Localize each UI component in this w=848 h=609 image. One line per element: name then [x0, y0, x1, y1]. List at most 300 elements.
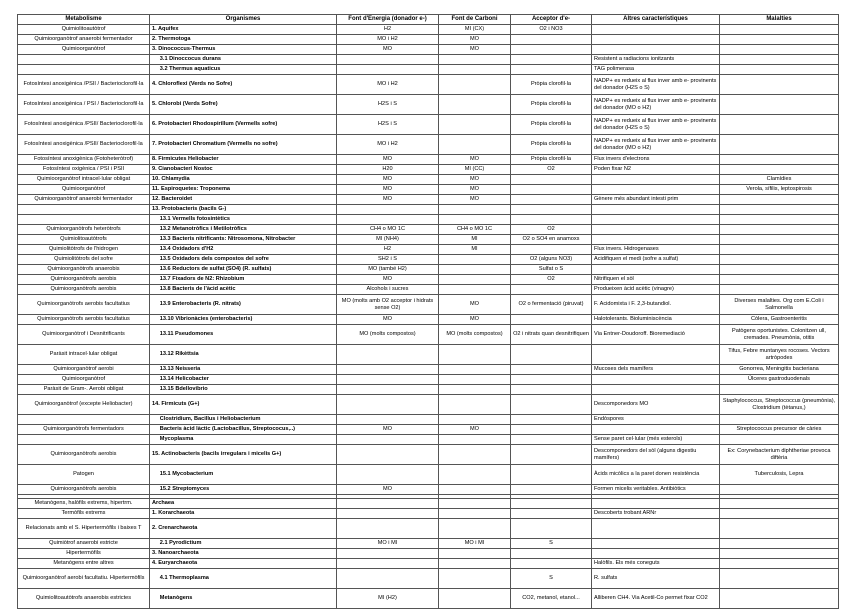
- malalties-cell: [720, 25, 839, 35]
- metabolisme-cell: Quimioorganòtrof aerobi facultatiu. Hipertermòfils: [18, 569, 150, 589]
- altres-cell: [592, 25, 720, 35]
- font-energia-cell: [337, 569, 439, 589]
- organisme-cell: 13.6 Reductors de sulfat (SO4) (R. sulfats): [150, 265, 337, 275]
- acceptor-cell: [511, 559, 592, 569]
- metabolisme-cell: Quimioorganòtrofs aerobis facultatius: [18, 295, 150, 315]
- organisme-cell: 15.1 Mycobacterium: [150, 465, 337, 485]
- organisme-cell: 13.3 Bacteris nitrificants: Nitrosomona, Nitrobacter: [150, 235, 337, 245]
- font-carboni-cell: MO: [439, 175, 511, 185]
- font-carboni-cell: [439, 499, 511, 509]
- font-carboni-cell: MO: [439, 45, 511, 55]
- organisme-cell: 10. Chlamydia: [150, 175, 337, 185]
- malalties-cell: [720, 55, 839, 65]
- font-carboni-cell: [439, 275, 511, 285]
- font-energia-cell: MO: [337, 45, 439, 55]
- malalties-cell: [720, 95, 839, 115]
- table-row: [18, 425, 839, 435]
- organisme-cell: Mycoplasma: [150, 435, 337, 445]
- font-energia-cell: MO: [337, 275, 439, 285]
- font-energia-cell: H2: [337, 245, 439, 255]
- table-row: [18, 295, 839, 315]
- font-energia-cell: [337, 519, 439, 539]
- altres-cell: Halòfils. Els més coneguts: [592, 559, 720, 569]
- organisme-cell: 13.9 Enterobacteris (R. nitrats): [150, 295, 337, 315]
- font-energia-cell: [337, 445, 439, 465]
- altres-cell: Acidifiquen el medi (sofre a sulfat): [592, 255, 720, 265]
- organisme-cell: 11. Espiroquetes: Troponema: [150, 185, 337, 195]
- altres-cell: Via Entner-Doudoroff. Bioremediació: [592, 325, 720, 345]
- altres-cell: NADP+ es redueix al flux inver amb e- provinents del donador (MO o H2): [592, 135, 720, 155]
- altres-cell: [592, 175, 720, 185]
- acceptor-cell: [511, 445, 592, 465]
- font-carboni-cell: [439, 205, 511, 215]
- altres-cell: [592, 45, 720, 55]
- acceptor-cell: [511, 365, 592, 375]
- font-energia-cell: H2S i S: [337, 115, 439, 135]
- organisme-cell: 4. Euryarchaeota: [150, 559, 337, 569]
- acceptor-cell: Pròpia clorofil·la: [511, 95, 592, 115]
- table-row: [18, 559, 839, 569]
- table-row: [18, 345, 839, 365]
- metabolisme-cell: Patogen: [18, 465, 150, 485]
- acceptor-cell: [511, 245, 592, 255]
- malalties-cell: [720, 265, 839, 275]
- altres-cell: [592, 519, 720, 539]
- altres-cell: [592, 385, 720, 395]
- table-row: [18, 465, 839, 485]
- acceptor-cell: S: [511, 569, 592, 589]
- malalties-cell: [720, 155, 839, 165]
- table-row: [18, 549, 839, 559]
- altres-cell: Gènere més abundant intesti prim: [592, 195, 720, 205]
- malalties-cell: [720, 245, 839, 255]
- font-energia-cell: [337, 205, 439, 215]
- acceptor-cell: Pròpia clorofil·la: [511, 115, 592, 135]
- acceptor-cell: [511, 415, 592, 425]
- font-carboni-cell: [439, 255, 511, 265]
- font-energia-cell: MO: [337, 175, 439, 185]
- altres-cell: [592, 345, 720, 365]
- font-energia-cell: [337, 559, 439, 569]
- malalties-cell: [720, 509, 839, 519]
- acceptor-cell: O2: [511, 275, 592, 285]
- font-carboni-cell: MO: [439, 35, 511, 45]
- font-energia-cell: MI (NH4): [337, 235, 439, 245]
- malalties-cell: [720, 205, 839, 215]
- metabolisme-cell: Quimioorganòtrofs aerobis: [18, 275, 150, 285]
- table-row: [18, 375, 839, 385]
- organisme-cell: 2. Thermotoga: [150, 35, 337, 45]
- table-row: [18, 499, 839, 509]
- organisme-cell: 12. Bacteroidet: [150, 195, 337, 205]
- metabolisme-cell: Quimioorganòtrofs aerobis facultatius: [18, 315, 150, 325]
- acceptor-cell: [511, 185, 592, 195]
- font-carboni-cell: MO (molts compostos): [439, 325, 511, 345]
- acceptor-cell: Sulfat o S: [511, 265, 592, 275]
- altres-cell: Endòspores: [592, 415, 720, 425]
- font-carboni-cell: [439, 375, 511, 385]
- malalties-cell: Staphylococcus, Streptococcus (pneumònia), Clostridium (tètanus,): [720, 395, 839, 415]
- font-carboni-cell: MI: [439, 245, 511, 255]
- malalties-cell: [720, 569, 839, 589]
- acceptor-cell: O2: [511, 165, 592, 175]
- acceptor-cell: Pròpia clorofil·la: [511, 135, 592, 155]
- font-carboni-cell: MO: [439, 155, 511, 165]
- metabolisme-cell: Paràsit intracel·lular obligat: [18, 345, 150, 365]
- malalties-cell: [720, 255, 839, 265]
- acceptor-cell: [511, 285, 592, 295]
- table-row: [18, 255, 839, 265]
- organisme-cell: 13.10 Vibrionàcies (enterobacteris): [150, 315, 337, 325]
- organisme-cell: 14. Firmicuts (G+): [150, 395, 337, 415]
- organisme-cell: 13.14 Helicobacter: [150, 375, 337, 385]
- malalties-cell: [720, 65, 839, 75]
- table-row: [18, 75, 839, 95]
- table-row: [18, 95, 839, 115]
- organisme-cell: 13.12 Rikèttsia: [150, 345, 337, 365]
- metabolisme-cell: Quimioorganòtrofs aerobis: [18, 485, 150, 495]
- header-metabolisme: Metabolisme: [18, 15, 150, 25]
- altres-cell: R. sulfats: [592, 569, 720, 589]
- font-energia-cell: MO i MI: [337, 539, 439, 549]
- table-body: [18, 25, 839, 609]
- metabolisme-cell: Quimioorganòtrof: [18, 375, 150, 385]
- font-carboni-cell: MO i MI: [439, 539, 511, 549]
- metabolisme-cell: [18, 215, 150, 225]
- table-row: [18, 509, 839, 519]
- font-energia-cell: MO: [337, 155, 439, 165]
- font-energia-cell: H2: [337, 25, 439, 35]
- altres-cell: NADP+ es redueix al flux inver amb e- provinents del donador (H2S o S): [592, 115, 720, 135]
- font-energia-cell: [337, 415, 439, 425]
- table-row: [18, 485, 839, 495]
- font-energia-cell: [337, 215, 439, 225]
- metabolisme-cell: Quimiòtrof anaerobi estricte: [18, 539, 150, 549]
- metabolisme-cell: Hipertermòfils: [18, 549, 150, 559]
- table-row: [18, 215, 839, 225]
- malalties-cell: [720, 485, 839, 495]
- altres-cell: Formen micelis veritables. Antibiòtics: [592, 485, 720, 495]
- table-row: [18, 165, 839, 175]
- organisme-cell: 5. Chlorobi (Verds Sofre): [150, 95, 337, 115]
- organisme-cell: 13. Protobacteris (bacils G-): [150, 205, 337, 215]
- malalties-cell: [720, 539, 839, 549]
- acceptor-cell: [511, 519, 592, 539]
- acceptor-cell: [511, 215, 592, 225]
- acceptor-cell: O2 i nitrats quan desnitrifiquen: [511, 325, 592, 345]
- header-acceptor: Acceptor d'e-: [511, 15, 592, 25]
- font-carboni-cell: MI (CX): [439, 25, 511, 35]
- table-row: [18, 445, 839, 465]
- altres-cell: Sense paret cel·lular (més esterols): [592, 435, 720, 445]
- font-energia-cell: MO: [337, 195, 439, 205]
- font-carboni-cell: MO: [439, 185, 511, 195]
- altres-cell: [592, 499, 720, 509]
- font-carboni-cell: [439, 265, 511, 275]
- malalties-cell: [720, 559, 839, 569]
- font-carboni-cell: [439, 365, 511, 375]
- table-row: [18, 265, 839, 275]
- font-energia-cell: [337, 465, 439, 485]
- font-carboni-cell: [439, 465, 511, 485]
- malalties-cell: [720, 519, 839, 539]
- acceptor-cell: [511, 499, 592, 509]
- altres-cell: Flux invers. Hidrogenases: [592, 245, 720, 255]
- organisme-cell: Metanògens: [150, 589, 337, 609]
- font-carboni-cell: [439, 385, 511, 395]
- altres-cell: [592, 235, 720, 245]
- acceptor-cell: O2 (alguns NO3): [511, 255, 592, 265]
- table-row: [18, 235, 839, 245]
- altres-cell: [592, 375, 720, 385]
- table-row: [18, 325, 839, 345]
- header-altres: Altres característiques: [592, 15, 720, 25]
- metabolisme-cell: Fotosíntesi anoxigènica (Fotoheteròtrof): [18, 155, 150, 165]
- acceptor-cell: [511, 375, 592, 385]
- table-row: [18, 155, 839, 165]
- altres-cell: Flux invers d'electrons: [592, 155, 720, 165]
- font-carboni-cell: [439, 95, 511, 115]
- organisme-cell: 13.7 Fixadors de N2: Rhizobium: [150, 275, 337, 285]
- acceptor-cell: [511, 385, 592, 395]
- font-energia-cell: MO i H2: [337, 35, 439, 45]
- metabolisme-cell: [18, 415, 150, 425]
- organisme-cell: 6. Protobacteri Rhodospirillum (Vermells sofre): [150, 115, 337, 135]
- acceptor-cell: [511, 35, 592, 45]
- table-header: [18, 15, 839, 25]
- metabolisme-cell: Fotosíntesi oxigènica / PSI i PSII: [18, 165, 150, 175]
- organisme-cell: 9. Cianobacteri Nostoc: [150, 165, 337, 175]
- organisme-cell: Clostridium, Bacillus i Heliobacterium: [150, 415, 337, 425]
- altres-cell: Nitrifiquen el sòl: [592, 275, 720, 285]
- font-carboni-cell: [439, 485, 511, 495]
- font-carboni-cell: [439, 569, 511, 589]
- font-energia-cell: [337, 435, 439, 445]
- malalties-cell: Úlceres gastroduodenals: [720, 375, 839, 385]
- table-row: [18, 195, 839, 205]
- metabolisme-cell: Quimioorganòtrof anaerobi fermentador: [18, 195, 150, 205]
- font-carboni-cell: MO: [439, 295, 511, 315]
- font-carboni-cell: MO: [439, 425, 511, 435]
- font-energia-cell: Alcohols i sucres: [337, 285, 439, 295]
- metabolisme-cell: Quimiolitoautòtrof: [18, 25, 150, 35]
- malalties-cell: [720, 165, 839, 175]
- altres-cell: [592, 35, 720, 45]
- altres-cell: [592, 205, 720, 215]
- organisme-cell: 13.4 Oxidadors d'H2: [150, 245, 337, 255]
- altres-cell: Poden fixar N2: [592, 165, 720, 175]
- malalties-cell: [720, 385, 839, 395]
- organisme-cell: 15.2 Streptomyces: [150, 485, 337, 495]
- table-row: [18, 35, 839, 45]
- metabolisme-cell: Metanògens entre altres: [18, 559, 150, 569]
- altres-cell: Halotolerants. Bioluminiscència: [592, 315, 720, 325]
- acceptor-cell: [511, 485, 592, 495]
- font-energia-cell: [337, 385, 439, 395]
- font-energia-cell: MO: [337, 425, 439, 435]
- font-energia-cell: [337, 345, 439, 365]
- malalties-cell: [720, 75, 839, 95]
- font-energia-cell: [337, 65, 439, 75]
- malalties-cell: [720, 499, 839, 509]
- malalties-cell: [720, 415, 839, 425]
- font-carboni-cell: [439, 445, 511, 465]
- metabolisme-cell: Fotosíntesi anoxigènica /PSII/ Bacterioclorofil·la: [18, 135, 150, 155]
- metabolisme-cell: Relacionats amb el S. Hipertermòfils i baixes T: [18, 519, 150, 539]
- font-carboni-cell: [439, 415, 511, 425]
- malalties-cell: [720, 225, 839, 235]
- font-carboni-cell: [439, 395, 511, 415]
- organisme-cell: 1. Korarchaeota: [150, 509, 337, 519]
- organisme-cell: Bacteris àcid làctic (Lactobacillus, Streptococus,..): [150, 425, 337, 435]
- altres-cell: Descoberts trobant ARNr: [592, 509, 720, 519]
- organisme-cell: 2. Crenarchaeota: [150, 519, 337, 539]
- altres-cell: Mucoses dels mamífers: [592, 365, 720, 375]
- malalties-cell: Verola, sífilis, leptospirosis: [720, 185, 839, 195]
- font-energia-cell: MO (molts compostos): [337, 325, 439, 345]
- organisme-cell: 3.2 Thermus aquaticus: [150, 65, 337, 75]
- metabolisme-cell: Quimioorganòtrofs heteròtrofs: [18, 225, 150, 235]
- font-energia-cell: MO i H2: [337, 135, 439, 155]
- table-row: [18, 135, 839, 155]
- table-row: [18, 285, 839, 295]
- acceptor-cell: [511, 425, 592, 435]
- font-carboni-cell: [439, 549, 511, 559]
- font-carboni-cell: MI: [439, 235, 511, 245]
- metabolisme-cell: Fotosíntesi anoxigènica / PSI / Bacterioclorofil·la: [18, 95, 150, 115]
- malalties-cell: Diverses malalties. Org com E.Coli i Salmonella: [720, 295, 839, 315]
- malalties-cell: [720, 435, 839, 445]
- metabolisme-cell: Paràsit de Gram-. Aerobi obligat: [18, 385, 150, 395]
- table-row: [18, 25, 839, 35]
- altres-cell: [592, 425, 720, 435]
- font-energia-cell: MI (H2): [337, 589, 439, 609]
- malalties-cell: [720, 285, 839, 295]
- malalties-cell: Ex: Corynebacterium diphtheriae provoca diftèria: [720, 445, 839, 465]
- acceptor-cell: [511, 175, 592, 185]
- font-energia-cell: CH4 o MO 1C: [337, 225, 439, 235]
- organisme-cell: 2.1 Pyrodictium: [150, 539, 337, 549]
- font-carboni-cell: [439, 215, 511, 225]
- altres-cell: [592, 185, 720, 195]
- organisme-cell: 13.15 Bdellovibrio: [150, 385, 337, 395]
- font-carboni-cell: [439, 509, 511, 519]
- acceptor-cell: S: [511, 539, 592, 549]
- acceptor-cell: O2: [511, 225, 592, 235]
- malalties-cell: [720, 195, 839, 205]
- font-energia-cell: [337, 509, 439, 519]
- altres-cell: [592, 215, 720, 225]
- organisme-cell: 7. Protobacteri Chromatium (Vermells no sofre): [150, 135, 337, 155]
- document-page: [17, 14, 839, 609]
- organisme-cell: 13.13 Neisseria: [150, 365, 337, 375]
- malalties-cell: [720, 275, 839, 285]
- organisme-cell: 1. Aquifex: [150, 25, 337, 35]
- malalties-cell: [720, 549, 839, 559]
- altres-cell: Resistent a radiacions ionitzants: [592, 55, 720, 65]
- font-carboni-cell: [439, 285, 511, 295]
- header-font-energia: Font d'Energia (donador e-): [337, 15, 439, 25]
- acceptor-cell: Pròpia clorofil·la: [511, 155, 592, 165]
- metabolisme-cell: [18, 65, 150, 75]
- metabolisme-cell: Quimioorganòtrof aerobi: [18, 365, 150, 375]
- organisme-cell: 13.11 Pseudomones: [150, 325, 337, 345]
- acceptor-cell: O2 i NO3: [511, 25, 592, 35]
- acceptor-cell: [511, 549, 592, 559]
- malalties-cell: [720, 115, 839, 135]
- metabolisme-cell: Fotosíntesi anoxigènica /PSII/ Bacterioclorofil·la: [18, 115, 150, 135]
- table-row: [18, 175, 839, 185]
- metabolisme-cell: Quimiolitòtrofs del sofre: [18, 255, 150, 265]
- font-energia-cell: MO: [337, 485, 439, 495]
- altres-cell: Alliberen CH4. Via Acetil-Co permet fixar CO2: [592, 589, 720, 609]
- font-carboni-cell: [439, 559, 511, 569]
- table-row: [18, 395, 839, 415]
- malalties-cell: Patògens oportunistes. Colonitzen ull, cremades. Pneumònia, otitis: [720, 325, 839, 345]
- metabolisme-cell: Metanògens, halòfils extrems, hipertrm.: [18, 499, 150, 509]
- font-energia-cell: MO (molts amb O2 acceptor i hidrats sense O2): [337, 295, 439, 315]
- acceptor-cell: [511, 465, 592, 485]
- metabolisme-cell: [18, 205, 150, 215]
- metabolisme-cell: Quimioorganòtrof: [18, 185, 150, 195]
- table-row: [18, 539, 839, 549]
- table-row: [18, 519, 839, 539]
- organisme-cell: 3.1 Dinoccocus durans: [150, 55, 337, 65]
- taxonomy-table: [17, 14, 839, 609]
- acceptor-cell: [511, 435, 592, 445]
- font-energia-cell: MO (també H2): [337, 265, 439, 275]
- altres-cell: [592, 225, 720, 235]
- font-carboni-cell: MO: [439, 315, 511, 325]
- malalties-cell: Tifus, Febre muntanyes rocoses. Vectors artròpodes: [720, 345, 839, 365]
- table-row: [18, 65, 839, 75]
- metabolisme-cell: Quimioorganòtrofs aerobis: [18, 445, 150, 465]
- font-carboni-cell: [439, 135, 511, 155]
- acceptor-cell: [511, 55, 592, 65]
- malalties-cell: Còlera, Gastroenteritis: [720, 315, 839, 325]
- metabolisme-cell: Fotosíntesi anoxigènica /PSII / Bacterioclorofil·la: [18, 75, 150, 95]
- acceptor-cell: CO2, metanol, etanol...: [511, 589, 592, 609]
- font-carboni-cell: MO: [439, 195, 511, 205]
- table-row: [18, 185, 839, 195]
- table-row: [18, 225, 839, 235]
- font-energia-cell: [337, 499, 439, 509]
- metabolisme-cell: Quimiolitòtrofs de l'hidrogen: [18, 245, 150, 255]
- altres-cell: [592, 265, 720, 275]
- organisme-cell: 8. Firmicutes Heliobacter: [150, 155, 337, 165]
- font-energia-cell: SH2 i S: [337, 255, 439, 265]
- organisme-cell: 3. Nanoarchaeota: [150, 549, 337, 559]
- metabolisme-cell: Quimiolitoautòtrofs anaerobis estrictes: [18, 589, 150, 609]
- font-carboni-cell: MI (CC): [439, 165, 511, 175]
- font-carboni-cell: CH4 o MO 1C: [439, 225, 511, 235]
- acceptor-cell: [511, 345, 592, 365]
- table-row: [18, 55, 839, 65]
- malalties-cell: Clamídies: [720, 175, 839, 185]
- metabolisme-cell: Quimioorganòtrof (excepte Heliobacter): [18, 395, 150, 415]
- altres-cell: F. Acidomixta i F. 2,3-butandiol.: [592, 295, 720, 315]
- table-row: [18, 115, 839, 135]
- metabolisme-cell: Quimioorganòtrofs fermentadors: [18, 425, 150, 435]
- acceptor-cell: [511, 395, 592, 415]
- organisme-cell: 15. Actinobacteris (bacils irregulars i micelis G+): [150, 445, 337, 465]
- font-carboni-cell: [439, 435, 511, 445]
- font-carboni-cell: [439, 115, 511, 135]
- metabolisme-cell: Quimioorganòtrof: [18, 45, 150, 55]
- organisme-cell: 13.5 Oxidadors dels compostos del sofre: [150, 255, 337, 265]
- font-carboni-cell: [439, 55, 511, 65]
- font-energia-cell: H2S i S: [337, 95, 439, 115]
